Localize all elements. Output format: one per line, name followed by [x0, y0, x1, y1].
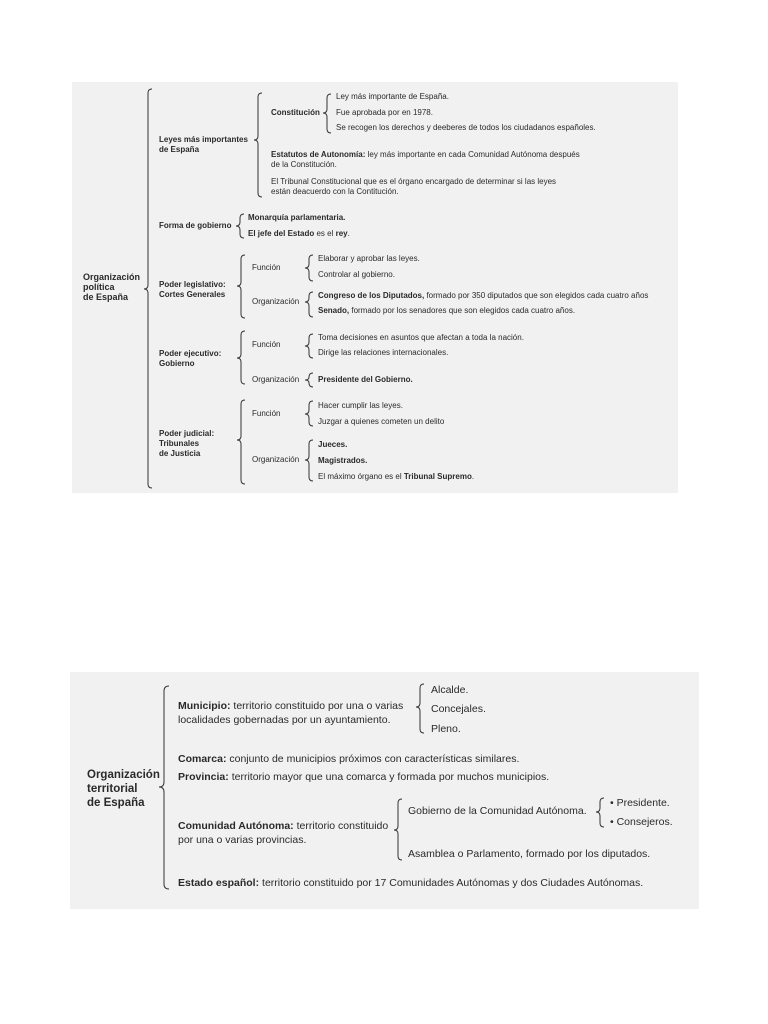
legislativo-label: Poder legislativo: Cortes Generales — [159, 280, 226, 299]
ejecutivo-label: Poder ejecutivo: Gobierno — [159, 349, 222, 368]
tribunal-constitucional-text: El Tribunal Constitucional que es el órgano encargado de determinar si las leyes están deacuerdo con la Contitución. — [271, 177, 557, 196]
political-root-label: Organización política de España — [83, 272, 141, 302]
pleno-item: Pleno. — [431, 723, 461, 735]
comarca-text: Comarca: conjunto de municipios próximos con características similares. — [178, 753, 520, 765]
tribunal-supremo-text: El máximo órgano es el Tribunal Supremo. — [318, 472, 475, 481]
legislativo-funcion-item: Controlar al gobierno. — [318, 270, 395, 279]
alcalde-item: Alcalde. — [431, 684, 469, 696]
ejecutivo-org-label: Organización — [252, 375, 300, 384]
jueces-text: Jueces. — [318, 440, 348, 449]
leyes-label: Leyes más importantes de España — [159, 135, 248, 154]
judicial-org-label: Organización — [252, 455, 300, 464]
magistrados-text: Magistrados. — [318, 456, 368, 465]
estatutos-text: Estatutos de Autonomía: ley más importante en cada Comunidad Autónoma después de la Constitución. — [271, 150, 580, 169]
judicial-funcion-label: Función — [252, 409, 281, 418]
territorial-root-label: Organización territorial de España — [87, 769, 160, 809]
asamblea-text: Asamblea o Parlamento, formado por los diputados. — [408, 848, 651, 860]
consejeros-item: • Consejeros. — [610, 816, 673, 828]
ejecutivo-funcion-label: Función — [252, 340, 281, 349]
constitucion-item: Ley más importante de España. — [336, 92, 449, 101]
judicial-funcion-item: Juzgar a quienes cometen un delito — [318, 417, 445, 426]
legislativo-funcion-label: Función — [252, 263, 281, 272]
congreso-text: Congreso de los Diputados, formado por 350 diputados que son elegidos cada cuatro años — [318, 291, 649, 300]
comunidad-autonoma-text: Comunidad Autónoma: territorio constituido por una o varias provincias. — [178, 820, 389, 846]
legislativo-org-label: Organización — [252, 297, 300, 306]
gobierno-comunidad-text: Gobierno de la Comunidad Autónoma. — [408, 805, 587, 817]
constitucion-label: Constitución — [271, 108, 320, 117]
monarquia-text: Monarquía parlamentaria. — [248, 213, 346, 222]
senado-text: Senado, formado por los senadores que son elegidos cada cuatro años. — [318, 306, 576, 315]
provincia-text: Provincia: territorio mayor que una comarca y formada por muchos municipios. — [178, 771, 550, 783]
municipio-text: Municipio: territorio constituido por una o varias localidades gobernadas por un ayuntamiento. — [178, 700, 404, 726]
concejales-item: Concejales. — [431, 703, 486, 715]
legislativo-funcion-item: Elaborar y aprobar las leyes. — [318, 254, 420, 263]
presidente-gobierno-text: Presidente del Gobierno. — [318, 375, 413, 384]
judicial-label: Poder judicial: Tribunales de Justicia — [159, 429, 215, 458]
presidente-item: • Presidente. — [610, 797, 670, 809]
judicial-funcion-item: Hacer cumplir las leyes. — [318, 401, 403, 410]
forma-gobierno-label: Forma de gobierno — [159, 221, 232, 230]
constitucion-item: Fue aprobada por en 1978. — [336, 108, 433, 117]
jefe-estado-text: El jefe del Estado es el rey. — [248, 229, 350, 238]
ejecutivo-funcion-item: Dirige las relaciones internacionales. — [318, 348, 449, 357]
estado-espanol-text: Estado español: territorio constituido por 17 Comunidades Autónomas y dos Ciudades Autónomas. — [178, 877, 644, 889]
ejecutivo-funcion-item: Toma decisiones en asuntos que afectan a toda la nación. — [318, 333, 524, 342]
constitucion-item: Se recogen los derechos y deeberes de todos los ciudadanos españoles. — [336, 123, 596, 132]
